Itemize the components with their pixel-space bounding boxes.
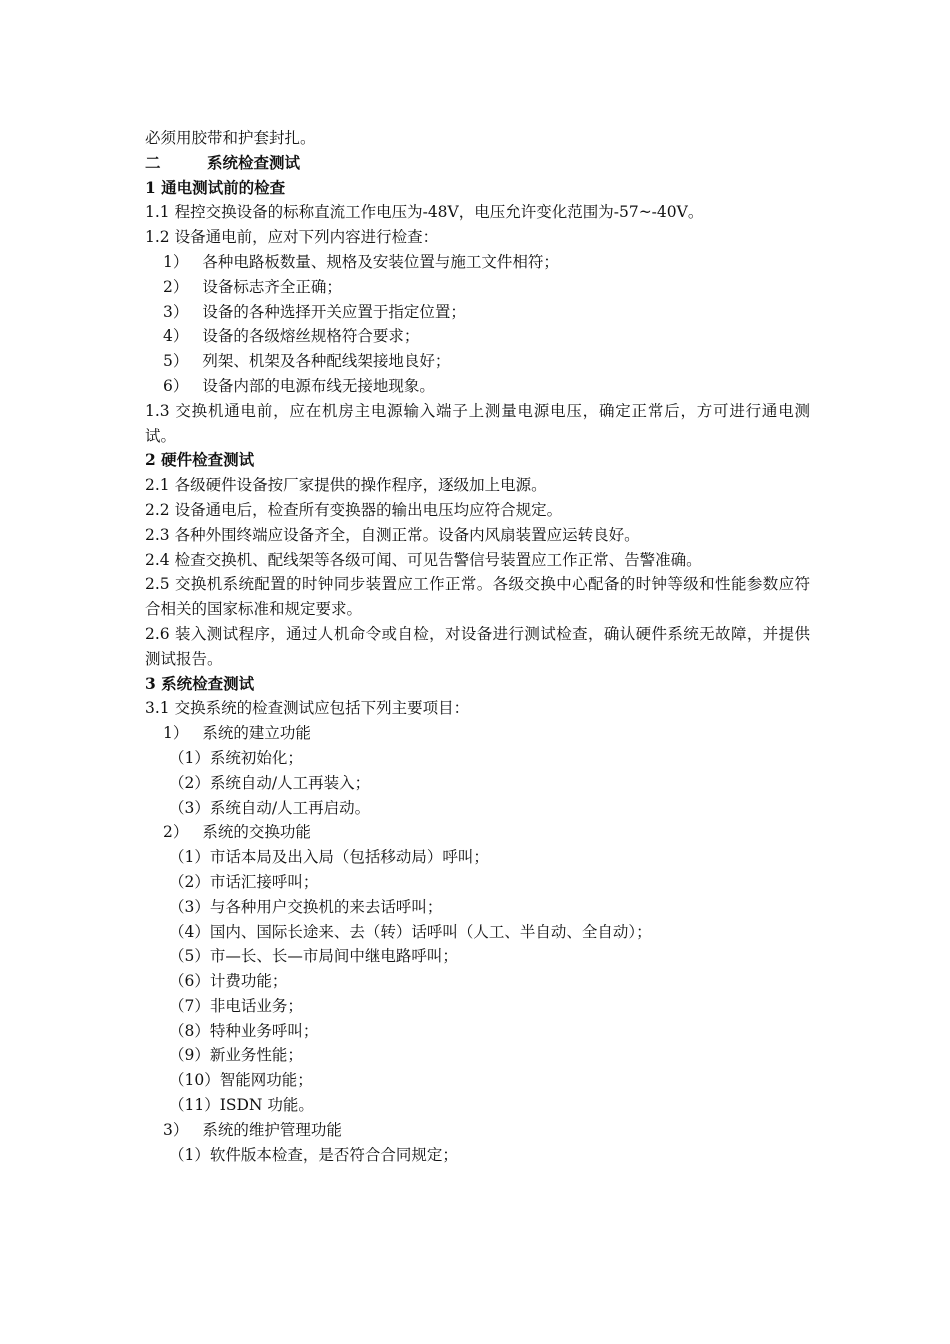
sub-list-item: （8）特种业务呼叫； [169,1021,319,1040]
paragraph: 2.3 各种外围终端应设备齐全，自测正常。设备内风扇装置应运转良好。 [145,525,640,544]
list-number: 6） [163,376,189,395]
sub-list-item: （5）市—长、长—市局间中继电路呼叫； [169,947,458,966]
list-text: 设备的各级熔丝规格符合要求； [202,327,420,346]
list-item [145,324,810,349]
sub-list-item: （10）智能网功能； [169,1071,313,1090]
list-number: 5） [163,352,189,371]
sub-list-item: （11）ISDN 功能。 [169,1096,314,1115]
sub-list-item: （9）新业务性能； [169,1046,303,1065]
subsection-heading: 1 通电测试前的检查 [145,177,286,197]
list-text: 各种电路板数量、规格及安装位置与施工文件相符； [202,252,559,271]
paragraph: 1.2 设备通电前，应对下列内容进行检查： [145,228,439,247]
paragraph: 必须用胶带和护套封扎。 [145,129,316,147]
sub-list-item: （1）软件版本检查，是否符合合同规定； [169,1145,458,1164]
list-item [145,300,810,325]
sub-list-item: （1）市话本局及出入局（包括移动局）呼叫； [169,848,489,867]
paragraph: 1.3 交换机通电前，应在机房主电源输入端子上测量电源电压，确定正常后，方可进行通电测试。 [145,401,810,445]
list-text: 系统的交换功能 [202,823,311,842]
list-item [145,721,810,746]
list-item [145,275,810,300]
list-text: 列架、机架及各种配线架接地良好； [202,352,451,371]
list-item [145,1118,810,1143]
list-number: 3） [163,1120,189,1139]
subsection-heading: 3 系统检查测试 [145,673,255,693]
sub-list-item: （4）国内、国际长途来、去（转）话呼叫（人工、半自动、全自动）； [169,922,652,941]
paragraph: 2.5 交换机系统配置的时钟同步装置应工作正常。各级交换中心配备的时钟等级和性能参数应符合相关的国家标准和规定要求。 [145,575,810,619]
list-number: 1） [163,724,189,743]
list-number: 1） [163,252,189,271]
list-text: 设备内部的电源布线无接地现象。 [202,376,435,395]
list-item [145,349,810,374]
paragraph: 2.2 设备通电后，检查所有变换器的输出电压均应符合规定。 [145,500,563,519]
list-item [145,250,810,275]
list-number: 2） [163,277,189,296]
list-number: 3） [163,302,189,321]
sub-list-item: （7）非电话业务； [169,996,303,1015]
sub-list-item: （3）与各种用户交换机的来去话呼叫； [169,897,443,916]
section-heading: 二 系统检查测试 [145,152,301,172]
list-number: 2） [163,823,189,842]
list-text: 设备的各种选择开关应置于指定位置； [202,302,466,321]
list-number: 4） [163,327,189,346]
paragraph: 2.6 装入测试程序，通过人机命令或自检，对设备进行测试检查，确认硬件系统无故障，并提供测试报告。 [145,624,810,668]
list-text: 系统的建立功能 [202,724,311,743]
paragraph: 2.1 各级硬件设备按厂家提供的操作程序，逐级加上电源。 [145,476,547,495]
document-body [145,126,810,1167]
sub-list-item: （2）市话汇接呼叫； [169,872,319,891]
list-item [145,374,810,399]
paragraph: 1.1 程控交换设备的标称直流工作电压为-48V，电压允许变化范围为-57~-40V。 [145,203,704,222]
paragraph: 3.1 交换系统的检查测试应包括下列主要项目： [145,699,470,718]
sub-list-item: （6）计费功能； [169,972,288,991]
sub-list-item: （2）系统自动/人工再装入； [169,773,371,792]
sub-list-item: （3）系统自动/人工再启动。 [169,798,371,817]
sub-list-item: （1）系统初始化； [169,748,303,767]
list-text: 系统的维护管理功能 [202,1120,342,1139]
paragraph: 2.4 检查交换机、配线架等各级可闻、可见告警信号装置应工作正常、告警准确。 [145,550,702,569]
list-item [145,820,810,845]
subsection-heading: 2 硬件检查测试 [145,450,255,470]
list-text: 设备标志齐全正确； [202,277,342,296]
